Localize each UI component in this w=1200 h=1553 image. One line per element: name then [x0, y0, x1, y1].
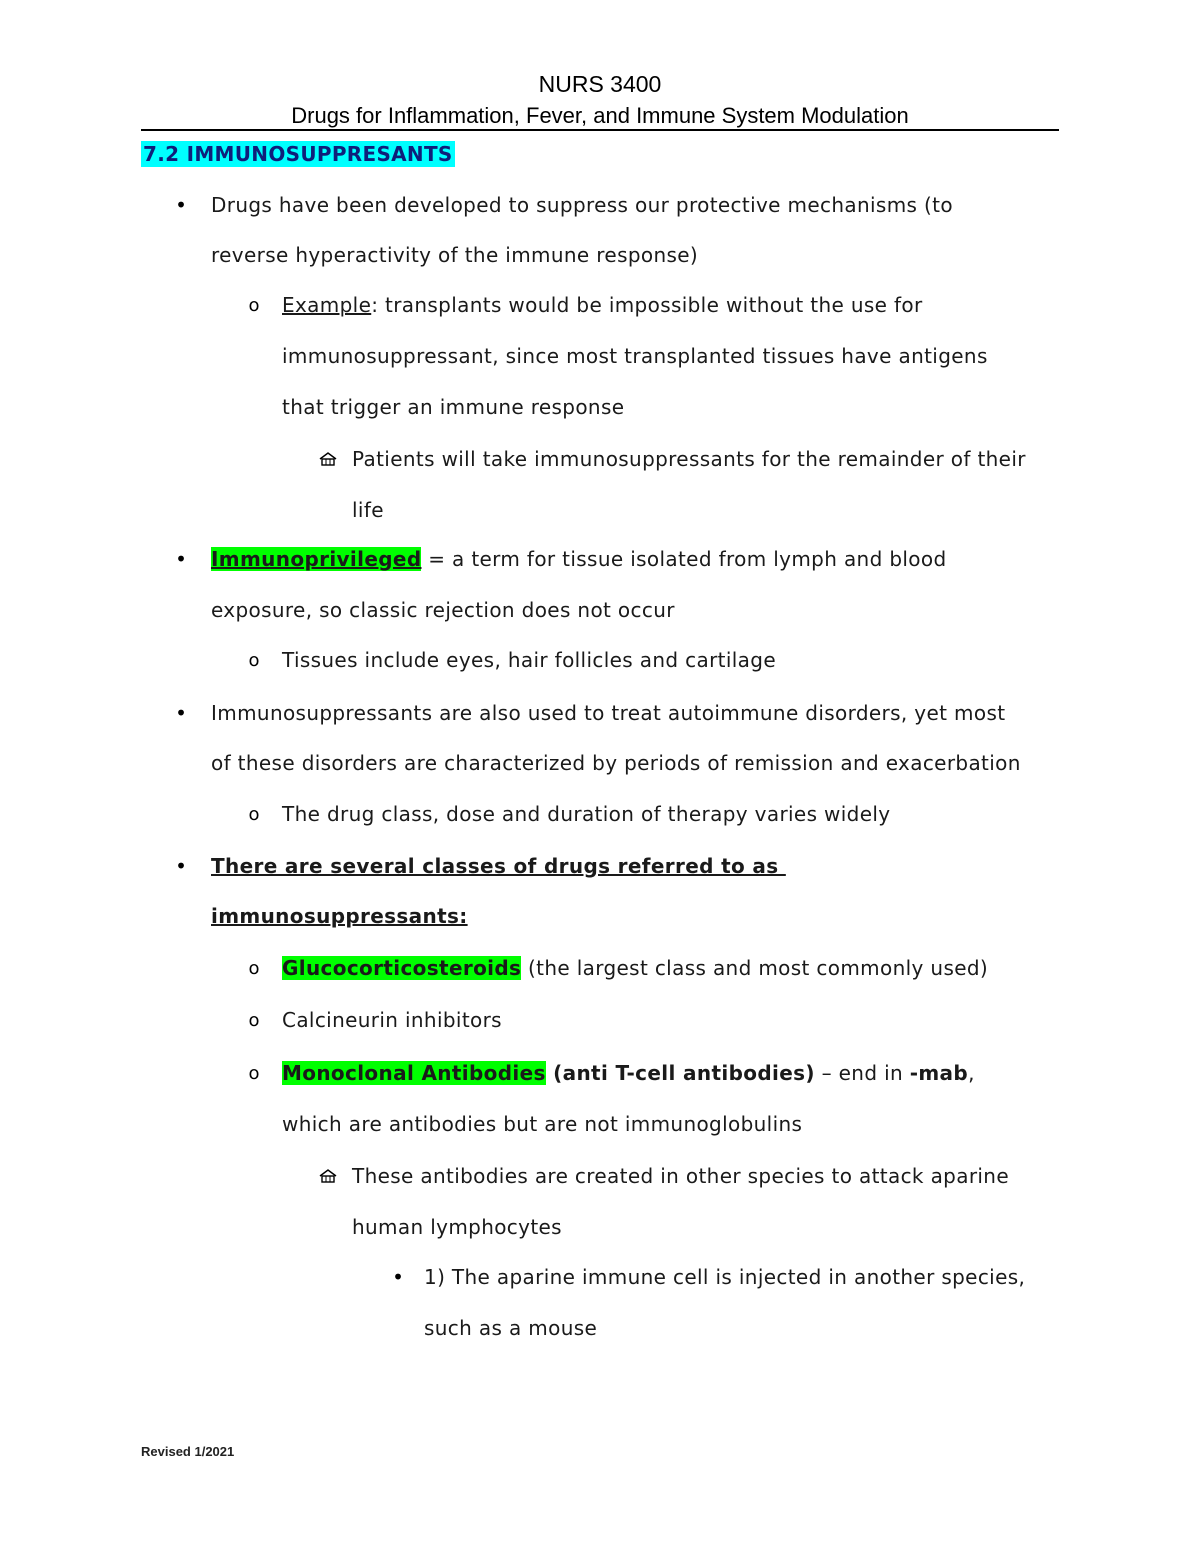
bullet-4-item-1-line-1: 1) The aparine immune cell is injected in another species, — [424, 1265, 1026, 1289]
bullet-4-sub-2: Calcineurin inhibitors — [282, 1008, 502, 1032]
example-text: : transplants would be impossible without the use for — [371, 293, 923, 317]
bullet-4-sq-1-line-1: These antibodies are created in other species to attack aparine — [352, 1164, 1009, 1188]
bullet-marker: • — [175, 193, 187, 217]
monoclonal-antibodies-term: Monoclonal Antibodies — [282, 1061, 546, 1085]
mab-suffix: -mab — [909, 1061, 969, 1085]
bullet-marker: • — [175, 854, 187, 878]
bullet-1-sq-1-line-1: Patients will take immunosuppressants for the remainder of their — [352, 447, 1026, 471]
bullet-1-sub-1-line-1 — [282, 291, 923, 319]
bullet-marker: • — [175, 701, 187, 725]
circle-marker: o — [248, 295, 260, 316]
bullet-4-line-1: There are several classes of drugs referred to as — [211, 854, 786, 878]
bullet-1-line-2: reverse hyperactivity of the immune response) — [211, 243, 699, 267]
bullet-4-sq-1-line-2: human lymphocytes — [352, 1215, 562, 1239]
glucocorticosteroids-note: (the largest class and most commonly used) — [521, 956, 989, 980]
bullet-3-line-1: Immunosuppressants are also used to treat autoimmune disorders, yet most — [211, 701, 1006, 725]
section-title: 7.2 IMMUNOSUPPRESANTS — [143, 142, 453, 166]
document-subtitle: Drugs for Inflammation, Fever, and Immune System Modulation — [291, 103, 909, 128]
bullet-1-sub-1-line-2: immunosuppressant, since most transplanted tissues have antigens — [282, 344, 988, 368]
circle-marker: o — [248, 1010, 260, 1031]
bullet-3-sub-1: The drug class, dose and duration of therapy varies widely — [282, 802, 891, 826]
bullet-4-line-2: immunosuppressants: — [211, 904, 468, 928]
circle-marker: o — [248, 1063, 260, 1084]
bullet-4-sub-3-line-1 — [282, 1059, 975, 1087]
immunoprivileged-definition: = a term for tissue isolated from lymph and blood — [421, 547, 947, 571]
bullet-1-sq-1-line-2: life — [352, 498, 384, 522]
bullet-2-sub-1: Tissues include eyes, hair follicles and cartilage — [282, 648, 776, 672]
header-divider — [141, 129, 1059, 131]
bullet-3-line-2: of these disorders are characterized by periods of remission and exacerbation — [211, 751, 1021, 775]
bullet-1-line-1: Drugs have been developed to suppress our protective mechanisms (to — [211, 193, 953, 217]
bullet-1-sub-1-line-3: that trigger an immune response — [282, 395, 625, 419]
glucocorticosteroids-term: Glucocorticosteroids — [282, 956, 522, 980]
dash-text: – end in — [814, 1061, 910, 1085]
circle-marker: o — [248, 650, 260, 671]
circle-marker: o — [248, 958, 260, 979]
anti-t-cell-note: (anti T-cell antibodies) — [545, 1061, 815, 1085]
bullet-2-line-1 — [211, 545, 947, 573]
revision-note: Revised 1/2021 — [141, 1444, 235, 1459]
immunoprivileged-term: Immunoprivileged — [211, 547, 422, 571]
comma: , — [968, 1061, 975, 1085]
bullet-marker: • — [392, 1265, 404, 1289]
bullet-4-sub-1 — [282, 954, 988, 982]
wingding-square-icon — [318, 450, 338, 466]
bullet-4-sub-3-line-2: which are antibodies but are not immunoglobulins — [282, 1112, 803, 1136]
bullet-2-line-2: exposure, so classic rejection does not occur — [211, 598, 675, 622]
example-label: Example — [282, 293, 372, 317]
bullet-4-item-1-line-2: such as a mouse — [424, 1316, 598, 1340]
bullet-marker: • — [175, 547, 187, 571]
course-code: NURS 3400 — [538, 71, 662, 97]
wingding-square-icon — [318, 1167, 338, 1183]
circle-marker: o — [248, 804, 260, 825]
